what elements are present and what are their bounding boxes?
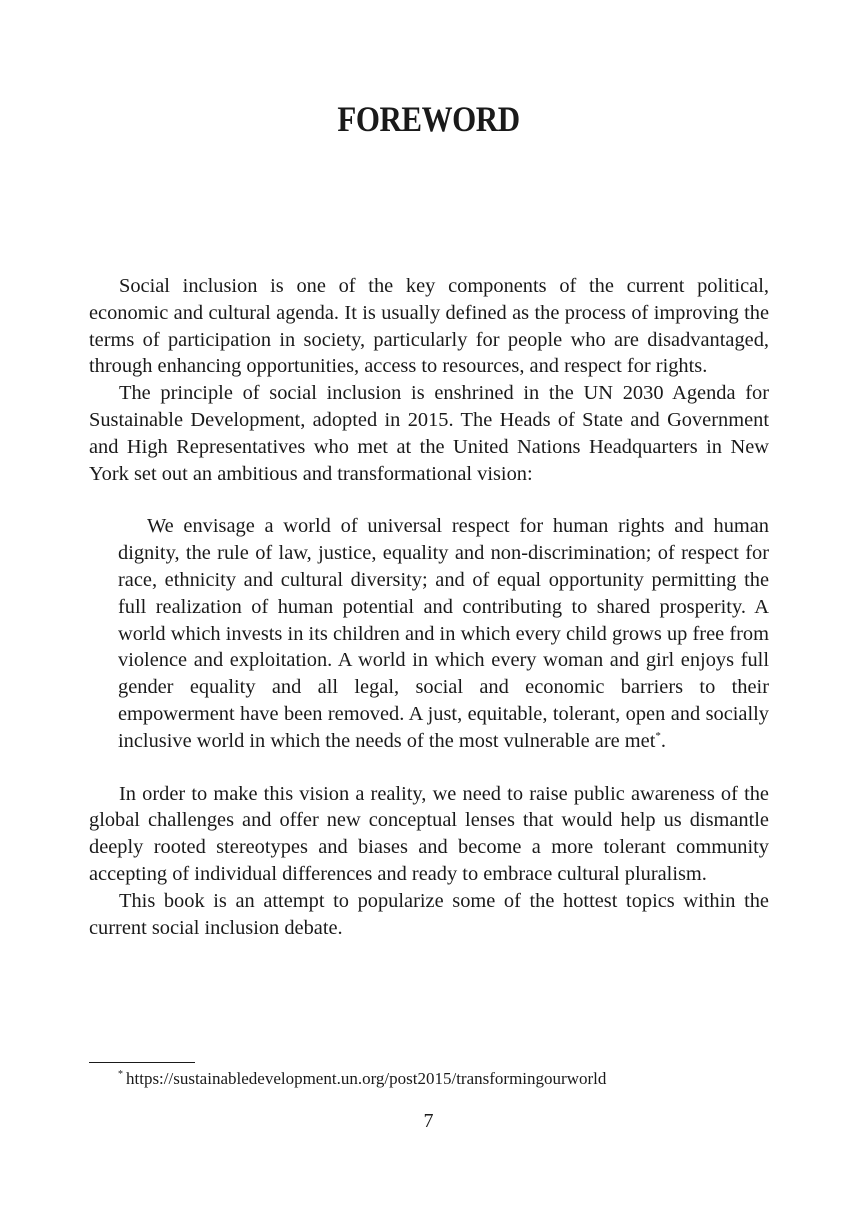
block-quote-text [118,513,769,754]
quote-end-punctuation: . [660,729,666,752]
body-text [89,273,769,941]
block-quote [118,513,769,754]
footnote-reference: * [655,729,661,742]
quote-body: We envisage a world of universal respect for human rights and human dignity, the rule of law, justice, equality and non-discrimination; of respect for race, ethnicity and cultural diversity; and of equal opportunity permitting the full realization of human potential and contributing to shared prosperity. A world which invests in its children and in which every child grows up free from violence and exploitation. A world in which every woman and girl enjoys full gender equality and all legal, social and economic barriers to their empowerment have been removed. A just, equitable, tolerant, open and socially inclusive world in which the needs of the most vulnerable are met [118,515,769,752]
paragraph-vision: In order to make this vision a reality, we need to raise public awareness of the global challenges and offer new conceptual lenses that would help us dismantle deeply rooted stereotypes and biases and become a more tolerant community accepting of individual differences and ready to embrace cultural pluralism. [89,782,769,885]
page-number: 7 [423,1110,434,1132]
footnote-divider [89,1062,195,1063]
page-title: FOREWORD [337,99,520,139]
footnote [118,1068,606,1090]
paragraph-intro: Social inclusion is one of the key components of the current political, economic and cultural agenda. It is usually defined as the process of improving the terms of participation in society, particularly for people who are disadvantaged, through enhancing opportunities, access to resources, and respect for rights. [89,275,769,378]
footnote-marker: * [118,1069,123,1081]
footnote-url: https://sustainabledevelopment.un.org/post2015/transformingourworld [126,1069,607,1088]
paragraph-un-agenda: The principle of social inclusion is enshrined in the UN 2030 Agenda for Sustainable Development, adopted in 2015. The Heads of State and Government and High Representatives who met at the United Nations Headquarters in New York set out an ambitious and transformational vision: [89,382,769,485]
paragraph-book-purpose: This book is an attempt to popularize some of the hottest topics within the current social inclusion debate. [89,889,769,939]
